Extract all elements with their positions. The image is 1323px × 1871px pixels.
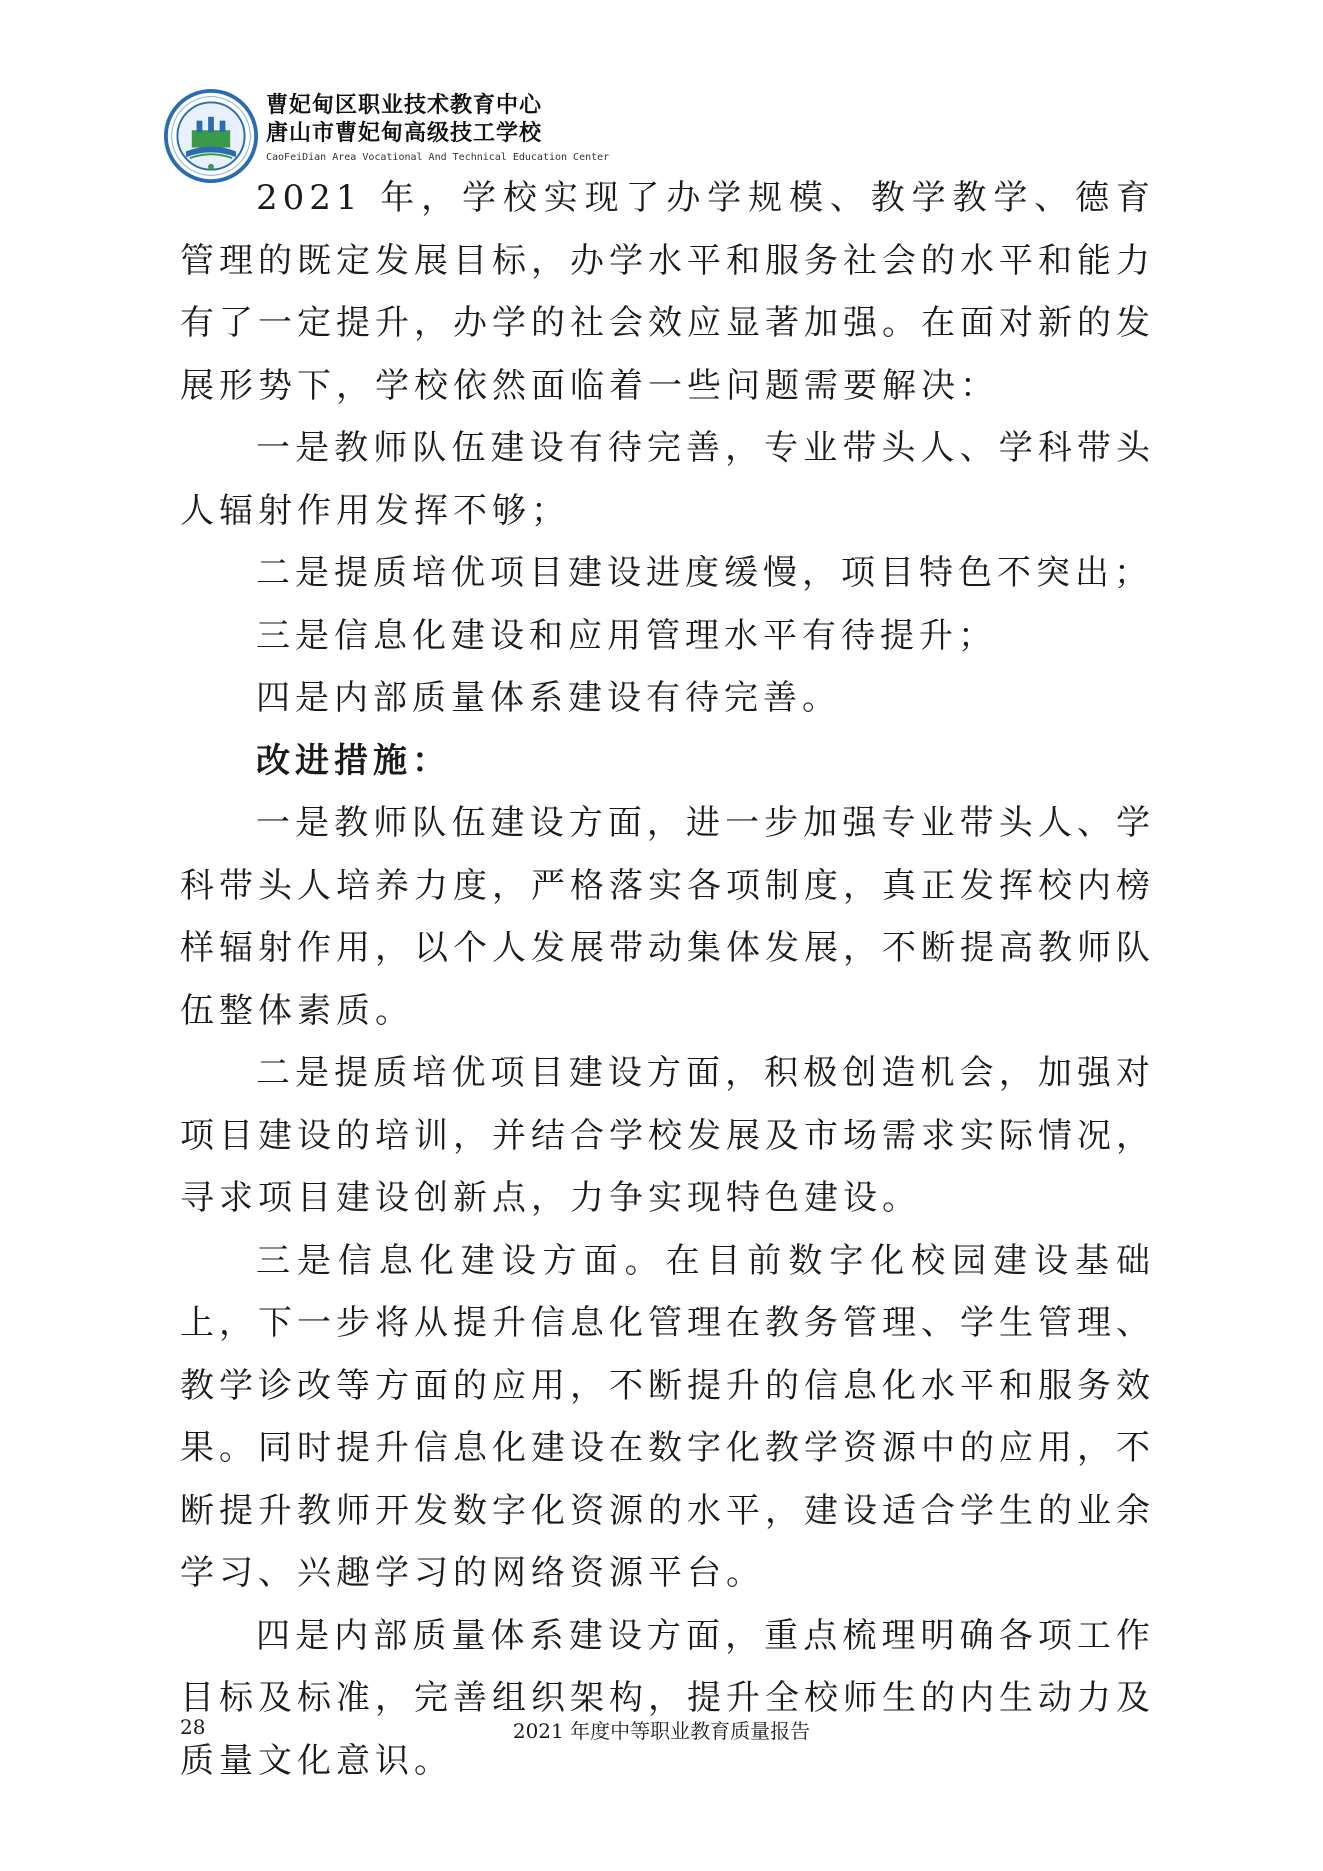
footer-title: 2021 年度中等职业教育质量报告	[512, 1719, 811, 1743]
paragraph-problem-4: 四是内部质量体系建设有待完善。	[256, 678, 841, 718]
section-heading-measures: 改进措施：	[256, 740, 451, 781]
paragraph-problem-3: 三是信息化建设和应用管理水平有待提升；	[256, 615, 997, 656]
page-header	[163, 82, 763, 172]
paragraph-measure-1: 一是教师队伍建设方面，进一步加强专业带头人、学科带头人培养力度，严格落实各项制度，真正发挥校内榜样辐射作用，以个人发展带动集体发展，不断提高教师队伍整体素质。	[180, 803, 1155, 1031]
paragraph-measure-4: 四是内部质量体系建设方面，重点梳理明确各项工作目标及标准，完善组织架构，提升全校师生的内生动力及质量文化意识。	[180, 1615, 1155, 1781]
page-footer	[0, 1715, 1323, 1745]
org-name-english: CaoFeiDian Area Vocational And Technical Education Center	[266, 152, 610, 163]
paragraph-problem-2: 二是提质培优项目建设进度缓慢，项目特色不突出；	[256, 553, 1153, 593]
page-number: 28	[180, 1715, 206, 1739]
org-name-line1: 曹妃甸区职业技术教育中心	[266, 93, 543, 118]
paragraph-problem-1: 一是教师队伍建设有待完善，专业带头人、学科带头人辐射作用发挥不够；	[180, 428, 1155, 531]
paragraph-measure-3: 三是信息化建设方面。在目前数字化校园建设基础上，下一步将从提升信息化管理在教务管理、学生管理、教学诊改等方面的应用，不断提升的信息化水平和服务效果。同时提升信息化建设在数字化教学资源中的应用，不断提升教师开发数字化资源的水平，建设适合学生的业余学习、兴趣学习的网络资源平台。	[180, 1240, 1155, 1593]
document-body	[180, 167, 1155, 1792]
paragraph-measure-2: 二是提质培优项目建设方面，积极创造机会，加强对项目建设的培训，并结合学校发展及市场需求实际情况，寻求项目建设创新点，力争实现特色建设。	[180, 1053, 1155, 1218]
header-text	[266, 92, 609, 166]
paragraph-intro: 2021 年，学校实现了办学规模、教学教学、德育管理的既定发展目标，办学水平和服务社会的水平和能力有了一定提升，办学的社会效应显著加强。在面对新的发展形势下，学校依然面临着一些问题需要解决：	[180, 178, 1155, 406]
org-name-line2: 唐山市曹妃甸高级技工学校	[266, 121, 543, 146]
